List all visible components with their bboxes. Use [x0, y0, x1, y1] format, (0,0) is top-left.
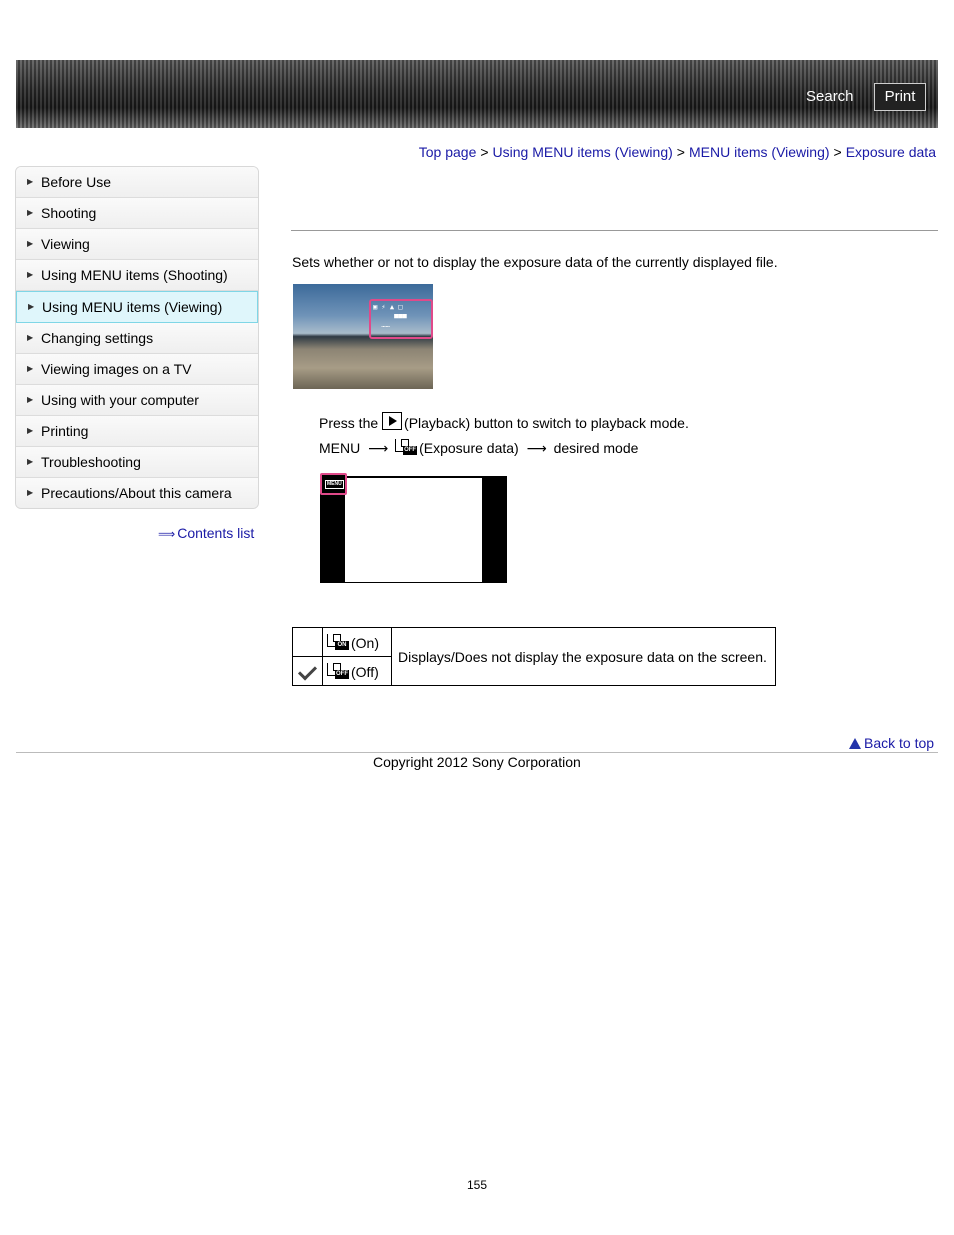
intro-text: Sets whether or not to display the exposure data of the currently displayed file. — [292, 254, 778, 270]
arrow-right-icon: ▶ — [27, 426, 34, 435]
option-off-label: (Off) — [351, 663, 379, 680]
options-table — [292, 627, 776, 686]
sidebar-item-label: Printing — [41, 423, 89, 439]
sidebar-item-viewing[interactable] — [16, 229, 258, 260]
breadcrumb-top-page[interactable]: Top page — [418, 144, 477, 160]
page-number: 155 — [467, 1178, 488, 1192]
arrow-right-icon: ▶ — [27, 177, 34, 186]
exposure-osd-icons: ▣ ⚡ ▲ □ ■■■ …… — [373, 303, 407, 329]
arrow-right-icon: ▶ — [27, 239, 34, 248]
back-to-top-link[interactable] — [849, 735, 934, 751]
sidebar-item-viewing-on-tv[interactable] — [16, 354, 258, 385]
arrow-right-icon: ⟹ — [158, 527, 176, 541]
step-2-end: desired mode — [553, 440, 639, 456]
sidebar-item-label: Viewing — [41, 236, 90, 252]
sidebar-item-shooting[interactable] — [16, 198, 258, 229]
contents-list-link[interactable] — [158, 525, 254, 541]
breadcrumb-using-menu-viewing[interactable]: Using MENU items (Viewing) — [492, 144, 673, 160]
sidebar-item-label: Using with your computer — [41, 392, 199, 408]
arrow-right-icon: ▶ — [27, 270, 34, 279]
sidebar-item-label: Using MENU items (Shooting) — [41, 267, 228, 283]
checkmark-icon — [298, 661, 317, 680]
header-bar — [16, 60, 938, 128]
title-divider — [291, 230, 938, 231]
sidebar-item-before-use[interactable] — [16, 167, 258, 198]
arrow-right-icon: ⟶ — [368, 440, 388, 456]
playback-icon — [382, 412, 402, 430]
sidebar-item-precautions[interactable] — [16, 478, 258, 508]
step-2 — [319, 439, 638, 457]
sidebar-item-label: Shooting — [41, 205, 97, 221]
arrow-right-icon: ⟶ — [526, 440, 546, 456]
arrow-right-icon: ▶ — [27, 364, 34, 373]
copyright-text: Copyright 2012 Sony Corporation — [373, 754, 581, 770]
sidebar-item-using-computer[interactable] — [16, 385, 258, 416]
step-1 — [319, 412, 689, 431]
breadcrumb-separator: > — [833, 144, 842, 160]
menu-button-highlight — [320, 473, 347, 495]
sidebar-item-label: Before Use — [41, 174, 112, 190]
breadcrumb-separator: > — [676, 144, 685, 160]
sidebar-item-label: Precautions/About this camera — [41, 485, 232, 501]
footer-divider — [16, 752, 938, 753]
step-2-icon-label: (Exposure data) — [419, 440, 519, 456]
sidebar-item-changing-settings[interactable] — [16, 323, 258, 354]
breadcrumb-menu-items-viewing[interactable]: MENU items (Viewing) — [688, 144, 830, 160]
arrow-right-icon: ▶ — [27, 208, 34, 217]
sidebar-item-using-menu-viewing[interactable] — [16, 291, 258, 323]
exposure-data-icon: OFF — [395, 439, 417, 455]
arrow-right-icon: ▶ — [27, 457, 34, 466]
contents-list-label: Contents list — [177, 525, 255, 541]
sidebar-item-printing[interactable] — [16, 416, 258, 447]
option-off — [323, 657, 392, 686]
option-on — [323, 628, 392, 657]
sidebar — [15, 166, 259, 509]
sidebar-item-label: Changing settings — [41, 330, 154, 346]
back-to-top-label: Back to top — [864, 735, 935, 751]
arrow-right-icon: ▶ — [27, 395, 34, 404]
check-cell — [293, 628, 323, 657]
triangle-up-icon — [849, 738, 861, 749]
check-cell — [293, 657, 323, 686]
table-row — [293, 628, 776, 657]
arrow-right-icon: ▶ — [28, 302, 35, 311]
breadcrumb — [419, 144, 936, 160]
example-photo — [293, 284, 433, 389]
step-1-before: Press the — [319, 415, 379, 431]
exposure-on-icon: ON — [327, 634, 349, 650]
sidebar-item-troubleshooting[interactable] — [16, 447, 258, 478]
sidebar-item-label: Troubleshooting — [41, 454, 141, 470]
option-on-label: (On) — [351, 634, 379, 651]
step-2-menu: MENU — [319, 440, 361, 456]
breadcrumb-exposure-data[interactable]: Exposure data — [845, 144, 936, 160]
sidebar-item-label: Viewing images on a TV — [41, 361, 192, 377]
search-link[interactable]: Search — [806, 88, 854, 105]
print-button[interactable]: Print — [874, 83, 926, 111]
step-1-after: (Playback) button to switch to playback mode. — [404, 415, 689, 431]
menu-button-icon: MENU — [327, 481, 342, 487]
arrow-right-icon: ▶ — [27, 488, 34, 497]
option-description: Displays/Does not display the exposure data on the screen. — [392, 628, 776, 686]
sidebar-item-using-menu-shooting[interactable] — [16, 260, 258, 291]
sidebar-item-label: Using MENU items (Viewing) — [42, 299, 223, 315]
breadcrumb-separator: > — [480, 144, 489, 160]
screen-display-area — [345, 478, 482, 582]
camera-screen-illustration — [320, 476, 507, 583]
exposure-off-icon: OFF — [327, 663, 349, 679]
arrow-right-icon: ▶ — [27, 333, 34, 342]
